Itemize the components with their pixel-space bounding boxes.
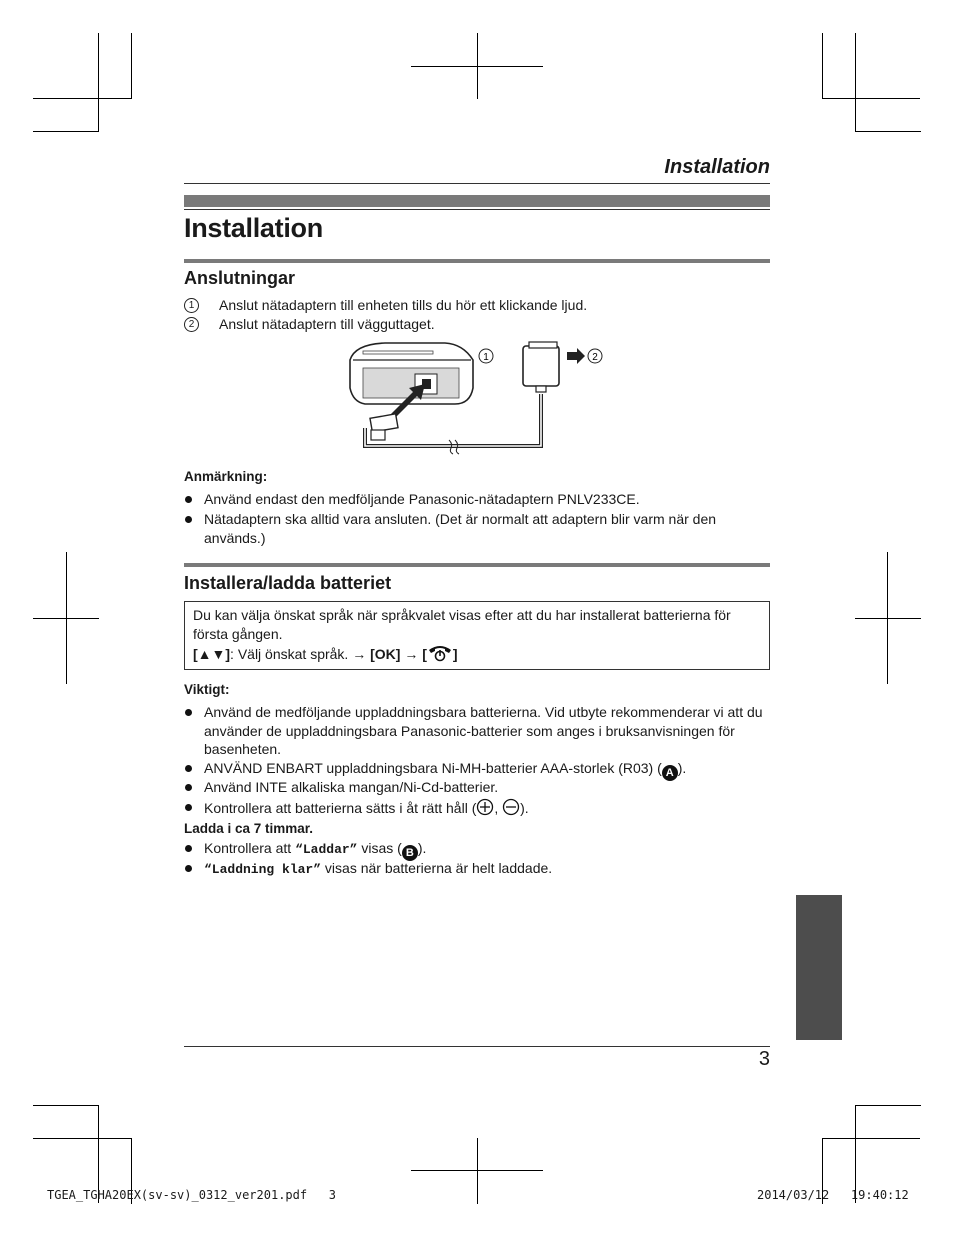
power-key-bracket: ] <box>452 646 458 663</box>
header-rule <box>184 183 770 184</box>
step-text: Anslut nätadaptern till vägguttaget. <box>219 316 435 332</box>
print-file-info: TGEA_TGHA20EX(sv-sv)_0312_ver201.pdf 3 <box>47 1188 336 1202</box>
charge-label: Ladda i ca 7 timmar. <box>184 821 314 836</box>
crop-mark <box>66 552 67 684</box>
section-heading-battery: Installera/ladda batteriet <box>184 573 392 593</box>
box-text: Du kan välja önskat språk när språkvalet visas efter att du har installerat batterierna för första gången. <box>193 607 731 642</box>
crop-mark <box>855 1105 921 1106</box>
crop-mark <box>887 552 888 684</box>
crop-mark <box>855 33 856 131</box>
charge-item: “Laddning klar” visas när batterierna är helt laddade. <box>184 859 770 880</box>
minus-circle-icon <box>502 798 520 821</box>
important-item: Kontrollera att batterierna sätts i åt rätt håll ( , ). <box>184 798 770 821</box>
nav-key: [▲▼] <box>193 646 231 663</box>
section-rule <box>184 563 770 567</box>
crop-mark <box>855 131 921 132</box>
crop-mark <box>477 33 478 99</box>
crop-mark <box>98 33 99 131</box>
important-label: Viktigt: <box>184 682 230 697</box>
figure-callout-1: 1 <box>483 352 489 363</box>
crop-mark <box>33 131 99 132</box>
figure-callout-2: 2 <box>592 352 598 363</box>
crop-mark <box>131 33 132 99</box>
important-item: Använd INTE alkaliska mangan/Ni-Cd-batterier. <box>184 778 770 797</box>
crop-mark <box>477 1138 478 1204</box>
arrow-right: → <box>352 646 367 663</box>
charge-item: Kontrollera att “Laddar” visas ( B ). <box>184 839 770 861</box>
phone-power-icon <box>427 644 453 667</box>
step-number: 1 <box>184 298 199 313</box>
arrow-right: → <box>404 646 419 663</box>
note-item: Använd endast den medföljande Panasonic-nätadaptern PNLV233CE. <box>184 490 770 509</box>
crop-mark <box>33 98 131 99</box>
crop-mark <box>33 1138 131 1139</box>
box-instruction <box>193 644 761 667</box>
section-tab <box>796 895 842 1040</box>
page-number: 3 <box>758 1048 770 1070</box>
crop-mark <box>855 618 921 619</box>
power-key-bracket: [ <box>422 646 427 663</box>
step-text: Anslut nätadaptern till enheten tills du hör ett klickande ljud. <box>219 297 588 313</box>
crop-mark <box>822 1138 920 1139</box>
print-timestamp: 2014/03/12 19:40:12 <box>757 1188 909 1202</box>
crop-mark <box>822 33 823 99</box>
note-label: Anmärkning: <box>184 469 268 484</box>
running-header: Installation <box>664 156 770 178</box>
display-text: “Laddar” <box>295 842 358 857</box>
important-item: Använd de medföljande uppladdningsbara batterierna. Vid utbyte rekommenderar vi att du använder de uppladdningsbara Panasonic-batterier som anges i bruksanvisningen för basenheten. <box>184 703 770 759</box>
plus-circle-icon <box>476 798 494 821</box>
note-item: Nätadaptern ska alltid vara ansluten. (Det är normalt att adaptern blir varm när den används.) <box>184 510 770 547</box>
badge-b: B <box>402 845 418 861</box>
step-item <box>184 297 587 313</box>
display-text: “Laddning klar” <box>204 862 322 877</box>
connection-illustration <box>345 338 615 461</box>
section-rule <box>184 259 770 263</box>
step-number: 2 <box>184 317 199 332</box>
step-item <box>184 316 435 332</box>
important-item: ANVÄND ENBART uppladdningsbara Ni-MH-batterier AAA-storlek (R03) ( A ). <box>184 759 770 781</box>
title-bar <box>184 195 770 207</box>
ok-key: [OK] <box>370 646 401 663</box>
language-info-box <box>184 601 770 670</box>
badge-a: A <box>662 765 678 781</box>
crop-mark <box>822 98 920 99</box>
title-rule <box>184 209 770 210</box>
page-title: Installation <box>184 213 323 243</box>
nav-text: : Välj önskat språk. <box>230 646 349 663</box>
section-heading-connections: Anslutningar <box>184 268 295 288</box>
crop-mark <box>33 1105 99 1106</box>
footer-rule <box>184 1046 770 1047</box>
